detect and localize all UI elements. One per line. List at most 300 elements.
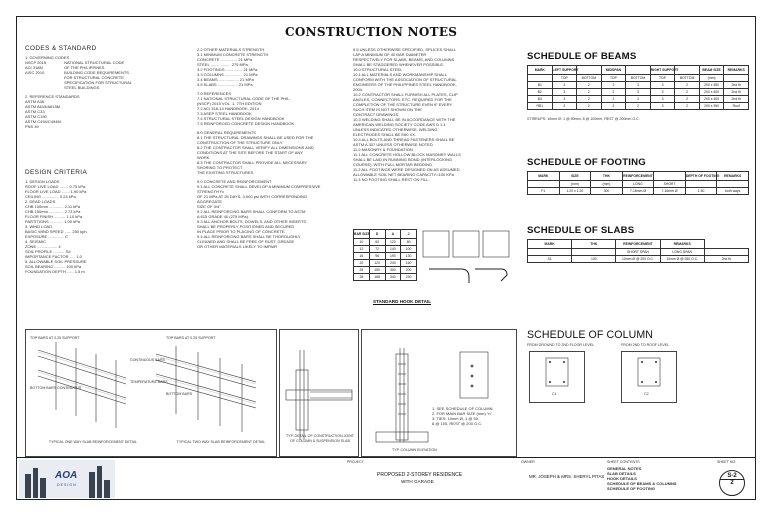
note-line: 7.5 REINFORCED CONCRETE DESIGN HANDBOOK bbox=[197, 121, 295, 126]
note-line: 10.1 ALL MATERIALS AND WORKMANSHIP SHALL bbox=[353, 72, 447, 77]
table-cell: 72 bbox=[369, 246, 385, 253]
title-block bbox=[17, 457, 755, 500]
table-cell: 2 bbox=[675, 82, 700, 89]
sheet-number-top: S-2 bbox=[727, 473, 737, 479]
table-cell: D bbox=[369, 230, 385, 239]
code-desc: STEEL BUILDINGS bbox=[64, 85, 100, 90]
note-line: THE EXISTING STRUCTURES. bbox=[197, 170, 255, 175]
steel-masonry-notes bbox=[353, 47, 518, 182]
table-cell bbox=[654, 172, 686, 181]
table-cell: 120 bbox=[385, 239, 401, 246]
note-line: LAP A MINIMUM OF 40 BAR DIAMETER bbox=[353, 52, 427, 57]
table-cell: 3 bbox=[650, 96, 675, 103]
drawing-sheet bbox=[16, 16, 756, 500]
logo-subtext: DESIGN bbox=[57, 483, 77, 487]
note-line: 8.3 THE CONTRACTOR SHALL PROVIDE ALL NECESSARY bbox=[197, 160, 308, 165]
table-cell: 2 bbox=[577, 82, 602, 89]
note-line: SHALL BE PROPERLY POSITIONED AND SECURED bbox=[197, 224, 295, 229]
note-line: 3.3 COLUMNS ................ 21 MPa bbox=[197, 72, 258, 77]
table-cell: 120 bbox=[369, 260, 385, 267]
column-note: 1. SEE SCHEDULE OF COLUMN bbox=[432, 406, 493, 411]
table-cell: 2 bbox=[675, 89, 700, 96]
note-line: AGGREGATE bbox=[197, 199, 223, 204]
owner-label: OWNER bbox=[521, 460, 535, 464]
note-line: ASTM A 307 UNLESS OTHERWISE NOTED. bbox=[353, 142, 434, 147]
table-cell: BOTTOM bbox=[626, 75, 651, 82]
table-cell: RB1 bbox=[528, 103, 553, 110]
table-cell: 60 bbox=[369, 239, 385, 246]
table-cell: 2 bbox=[601, 103, 626, 110]
table-cell: 160 bbox=[401, 260, 417, 267]
table-cell: REMARKS bbox=[724, 66, 749, 75]
code-item: AISC 2010 bbox=[25, 70, 45, 75]
note-line: 9.3 ALL ANCHOR BOLTS, DOWELS, AND OTHER INSERTS bbox=[197, 219, 307, 224]
design-criteria-line: BASIC WIND SPEED ...... 250 kph bbox=[25, 229, 87, 234]
materials-block bbox=[197, 47, 347, 249]
table-cell: MARK bbox=[528, 172, 560, 181]
slab-label: TOP BARS AT 0.25 SUPPORT bbox=[166, 336, 216, 340]
table-cell: TOP bbox=[601, 75, 626, 82]
table-row bbox=[354, 246, 417, 253]
note-line: STRENGTH f'c bbox=[197, 189, 224, 194]
standard-item: ASTM C494/C494M bbox=[25, 119, 61, 124]
note-line: 3.4 BEAMS .................. 21 MPa bbox=[197, 77, 254, 82]
table-cell: RIGHT SUPPORT bbox=[650, 66, 675, 75]
table-cell bbox=[528, 181, 560, 188]
table-subheader-row bbox=[528, 75, 749, 82]
design-criteria-line: CHB 150mm ............. 2.73 kPa bbox=[25, 209, 81, 214]
column-mark: C1 bbox=[552, 392, 557, 396]
note-line: SHALL BE STAGGERED WHENEVER POSSIBLE. bbox=[353, 62, 445, 67]
table-cell: 200 x 350 bbox=[699, 82, 724, 89]
table-cell: Roof bbox=[724, 103, 749, 110]
note-line: STEEL .................. 275 MPa bbox=[197, 62, 248, 67]
note-line: AMERICAN WELDING SOCIETY CODE AWS D 1.1 bbox=[353, 122, 446, 127]
note-line: 3.2 FOOTINGS ............... 21 MPa bbox=[197, 67, 258, 72]
note-line: 7.2 ACI 318-14 HANDBOOK, 2014 bbox=[197, 106, 259, 111]
design-criteria-line: ROOF LIVE LOAD ........ 0.75 kPa bbox=[25, 184, 86, 189]
design-criteria-line: CHB 100mm ............. 2.11 kPa bbox=[25, 204, 81, 209]
table-cell: THK bbox=[572, 240, 616, 249]
table-row bbox=[528, 188, 749, 195]
table-cell: 200 x 400 bbox=[699, 89, 724, 96]
note-line: SHALL BE LAID IN RUNNING BOND (INTERLOCKING bbox=[353, 157, 452, 162]
table-cell bbox=[626, 66, 651, 75]
table-cell: 2 bbox=[577, 89, 602, 96]
table-cell: 2 bbox=[601, 82, 626, 89]
note-line: ALLOWABLE SOIL NET BEARING CAPACITY=100 KPa bbox=[353, 172, 454, 177]
table-cell: BEAM SIZE bbox=[699, 66, 724, 75]
note-line: 9.5 UNLESS OTHERWISE SPECIFIED, SPLICES SHALL bbox=[353, 47, 457, 52]
design-criteria-line: 1. DESIGN LOADS bbox=[25, 179, 60, 184]
column-section-c2 bbox=[621, 351, 677, 403]
table-cell: REINFORCEMENT bbox=[622, 172, 654, 181]
table-cell bbox=[572, 249, 616, 256]
table-cell: 1.50 bbox=[685, 188, 717, 195]
section-heading: 7.0 REFERENCES bbox=[197, 91, 232, 96]
slabs-title: SCHEDULE OF SLABS bbox=[527, 225, 635, 236]
column-from-ground: FROM GROUND TO 2ND FLOOR LEVEL bbox=[527, 343, 595, 347]
footing-schedule-table bbox=[527, 171, 749, 195]
table-cell: 80 bbox=[401, 239, 417, 246]
table-subheader-row bbox=[528, 249, 749, 256]
table-cell: REINFORCEMENT bbox=[616, 240, 660, 249]
design-criteria-line: SOIL PROFILE .......... Sd bbox=[25, 249, 71, 254]
table-row bbox=[528, 89, 749, 96]
table-cell bbox=[717, 181, 749, 188]
project-subname: WITH GARAGE bbox=[401, 479, 434, 484]
table-cell: 3 bbox=[650, 89, 675, 96]
table-cell: LONG bbox=[622, 181, 654, 188]
slab-label: TOP BARS AT 0.25 SUPPORT bbox=[30, 336, 80, 340]
table-cell: 7-16mm Ø bbox=[622, 188, 654, 195]
standard-item: ASTM A36 bbox=[25, 99, 45, 104]
note-line: 10.0 STRUCTURAL STEEL bbox=[353, 67, 403, 72]
table-cell: 10mm Ø @ 250 O.C. bbox=[660, 256, 704, 263]
design-criteria-line: IMPORTANCE FACTOR ..... 1.0 bbox=[25, 254, 82, 259]
note-line: 9.1 ALL CONCRETE SHALL DEVELOP A MINIMUM COMPRESSIVE bbox=[197, 184, 321, 189]
table-cell: 2 bbox=[577, 103, 602, 110]
two-way-slab-title: TYPICAL TWO WAY SLAB REINFORCEMENT DETAIL bbox=[176, 440, 266, 444]
note-line: 11.3 NO FOOTING SHALL REST ON FILL. bbox=[353, 177, 430, 182]
design-criteria-line: 3. WIND LOAD bbox=[25, 224, 53, 229]
note-line: CONDITIONS AT THE SITE BEFORE THE START OF ANY bbox=[197, 150, 303, 155]
table-cell: DEPTH OF FOOTING bbox=[685, 172, 717, 181]
code-item: NSCP 2015 bbox=[25, 60, 47, 65]
table-header-row bbox=[528, 240, 749, 249]
design-criteria-line: SOIL BEARING .......... 100 kPa bbox=[25, 264, 82, 269]
table-row bbox=[528, 103, 749, 110]
column-note: 8 @ 100, REST @ 200 O.C. bbox=[432, 421, 483, 426]
table-cell: (mm) bbox=[699, 75, 724, 82]
note-line: A 615 GRADE 40 (275 MPa). bbox=[197, 214, 250, 219]
note-line: 2004. bbox=[353, 87, 364, 92]
code-desc: OF THE PHILIPPINES bbox=[64, 65, 105, 70]
footing-title: SCHEDULE OF FOOTING bbox=[527, 157, 646, 168]
table-cell: BOTTOM bbox=[675, 75, 700, 82]
table-cell: 200 x 350 bbox=[699, 103, 724, 110]
column-section-c1 bbox=[529, 351, 585, 403]
standard-item: PNS 49 bbox=[25, 124, 39, 129]
table-cell: (mm) bbox=[559, 181, 591, 188]
table-cell: (mm) bbox=[591, 181, 623, 188]
note-line: RESPECTIVELY FOR SLABS, BEAMS, AND COLUMNS. bbox=[353, 57, 456, 62]
table-cell: 3 bbox=[626, 96, 651, 103]
design-criteria-line: CEILING ............... 0.24 kPa bbox=[25, 194, 76, 199]
sheet-no-label: SHEET NO. bbox=[717, 460, 737, 464]
beams-title: SCHEDULE OF BEAMS bbox=[527, 51, 637, 62]
slabs-schedule-table bbox=[527, 239, 749, 263]
table-cell: 150 bbox=[369, 267, 385, 274]
table-cell: 12 bbox=[354, 246, 370, 253]
table-cell: 25 bbox=[354, 267, 370, 274]
design-criteria-line: 5. ALLOWABLE SOIL PRESSURE bbox=[25, 259, 87, 264]
note-line: COMPLETION OF THE STRUCTURE EVEN IF EVERY bbox=[353, 102, 453, 107]
note-line: SUCH ITEM IS NOT SHOWN ON THE bbox=[353, 107, 422, 112]
design-criteria-line: PARTITIONS ............ 1.00 kPa bbox=[25, 219, 80, 224]
design-criteria-line: EXPOSURE .............. C bbox=[25, 234, 68, 239]
table-cell: 240 bbox=[385, 260, 401, 267]
table-cell: SHORT bbox=[654, 181, 686, 188]
table-row bbox=[354, 239, 417, 246]
note-line: 9.2 ALL REINFORCING BARS SHALL CONFORM TO ASTM bbox=[197, 209, 306, 214]
table-cell: REMARKS bbox=[717, 172, 749, 181]
design-criteria-line: ZONE .................. 4 bbox=[25, 244, 61, 249]
column-elevation-title: TYP. COLUMN ELEVATION bbox=[392, 448, 437, 452]
table-cell: 100 bbox=[572, 256, 616, 263]
table-cell: 3 bbox=[552, 103, 577, 110]
table-cell: 3 bbox=[626, 89, 651, 96]
note-line: UNLESS INDICATED OTHERWISE. WELDING bbox=[353, 127, 438, 132]
table-row bbox=[528, 96, 749, 103]
standard-item: ASTM C33 bbox=[25, 109, 45, 114]
note-line: 11.0 MASONRY & FOUNDATION bbox=[353, 147, 413, 152]
note-line: 9.4 ALL REINFORCING BARS SHALL BE THOROUGHLY bbox=[197, 234, 301, 239]
table-cell: 190 bbox=[385, 253, 401, 260]
note-line: CONCRETE ............... 21 MPa bbox=[197, 57, 253, 62]
table-row bbox=[528, 256, 749, 263]
note-line: 10.2 CONTRACTOR SHALL FURNISH ALL PLATES, CLIP bbox=[353, 92, 458, 97]
column-note: 2. FOR MAIN BAR SIZE (mm) "n" bbox=[432, 411, 492, 416]
note-line: 7.3 ASEP STEEL HANDBOOK bbox=[197, 111, 252, 116]
note-line: WORK. bbox=[197, 155, 211, 160]
table-cell: 3 bbox=[552, 89, 577, 96]
note-line: 11.1 ALL CONCRETE HOLLOW BLOCK MASONRY WALLS bbox=[353, 152, 461, 157]
table-row bbox=[354, 274, 417, 281]
note-line: 7.1 NATIONAL STRUCTURAL CODE OF THE PHIL. bbox=[197, 96, 291, 101]
table-cell: 3 bbox=[650, 103, 675, 110]
project-label: PROJECT bbox=[347, 460, 364, 464]
one-way-slab-title: TYPICAL ONE WAY SLAB REINFORCEMENT DETAIL bbox=[48, 440, 138, 444]
note-line: ELECTRODES SHALL BE E60 XX. bbox=[353, 132, 416, 137]
table-cell bbox=[528, 75, 553, 82]
table-cell: 3 bbox=[552, 82, 577, 89]
column-notes bbox=[432, 406, 516, 426]
note-line: OF 21 MPa AT 28 DAYS, 3,000 psi WITH CORRESPONDING bbox=[197, 194, 308, 199]
table-cell: BAR SIZE bbox=[354, 230, 370, 239]
beams-note: STIRRUPS: 10mm Ø: 1 @ 50mm, 8 @ 100mm, REST @ 200mm O.C. bbox=[527, 117, 640, 121]
table-cell: 2 bbox=[675, 96, 700, 103]
note-line: 8.1 THE STRUCTURAL DRAWINGS SHALL BE USED FOR THE bbox=[197, 135, 314, 140]
note-line: OR OTHER MATERIALS LIKELY TO IMPAIR bbox=[197, 244, 278, 249]
table-cell: 2 bbox=[626, 103, 651, 110]
note-line: CONFORM WITH THE ASSOCIATION OF STRUCTURAL bbox=[353, 77, 457, 82]
code-desc: BUILDING CODE REQUIREMENTS bbox=[64, 70, 129, 75]
code-desc: FOR STRUCTURAL CONCRETE bbox=[64, 75, 124, 80]
slab-label: BOTTOM BARS bbox=[166, 392, 193, 396]
table-cell: 130 bbox=[401, 253, 417, 260]
column-mark: C2 bbox=[644, 392, 649, 396]
column-joint-frame bbox=[279, 329, 359, 457]
table-cell: both ways bbox=[717, 188, 749, 195]
table-header-row bbox=[528, 172, 749, 181]
table-cell: 300 bbox=[385, 267, 401, 274]
note-line: SIZE OF 3/4". bbox=[197, 204, 222, 209]
sheet-title: CONSTRUCTION NOTES bbox=[285, 25, 458, 39]
design-criteria-line: 4. SEISMIC bbox=[25, 239, 46, 244]
note-line: ANGLES, CONNECTORS, ETC. REQUIRED FOR THE bbox=[353, 97, 452, 102]
table-cell: 7-16mm Ø bbox=[654, 188, 686, 195]
slab-reinforcement-drawing bbox=[26, 330, 278, 458]
table-cell: TOP bbox=[650, 75, 675, 82]
codes-subheading: 1. GOVERNING CODES bbox=[25, 55, 70, 60]
table-cell: 2nd flr bbox=[704, 256, 748, 263]
project-name: PROPOSED 2-STOREY RESIDENCE bbox=[377, 472, 463, 478]
table-row bbox=[354, 260, 417, 267]
table-cell: 10 bbox=[354, 239, 370, 246]
table-cell: 2 bbox=[577, 96, 602, 103]
table-cell: 10mm Ø @ 200 O.C. bbox=[616, 256, 660, 263]
codes-block bbox=[25, 55, 185, 129]
table-cell: BOTTOM bbox=[577, 75, 602, 82]
design-criteria-line: 2. DEAD LOADS bbox=[25, 199, 56, 204]
codes-subheading: 2. REFERENCE STANDARDS bbox=[25, 94, 80, 99]
code-desc: NATIONAL STRUCTURAL CODE bbox=[64, 60, 125, 65]
table-cell: 1.20 x 1.20 bbox=[559, 188, 591, 195]
code-item: ACI 318M bbox=[25, 65, 43, 70]
table-cell: B2 bbox=[528, 89, 553, 96]
table-cell: 3 bbox=[552, 96, 577, 103]
sheet-contents bbox=[607, 466, 677, 491]
table-subheader-row bbox=[528, 181, 749, 188]
table-cell: 200 bbox=[401, 267, 417, 274]
sheet-content-item: SCHEDULE OF FOOTING bbox=[607, 486, 655, 491]
column-from-second: FROM 2ND TO ROOF LEVEL bbox=[621, 343, 670, 347]
hook-detail-drawing bbox=[421, 229, 513, 295]
column-elevation-frame bbox=[361, 329, 517, 457]
design-criteria-list bbox=[25, 179, 185, 274]
table-cell: 3 bbox=[650, 82, 675, 89]
note-line: COURSE), WITH FULL MORTAR BEDDING. bbox=[353, 162, 434, 167]
table-cell: SIZE bbox=[559, 172, 591, 181]
note-line: 3.5 SLABS .................. 21 MPa bbox=[197, 82, 253, 87]
design-criteria-line: FLOOR LIVE LOAD ....... 1.90 kPa bbox=[25, 189, 87, 194]
table-cell: MARK bbox=[528, 240, 572, 249]
table-cell: 16 bbox=[354, 253, 370, 260]
slab-label: BOTTOM BARS CONTINUOUS bbox=[30, 386, 82, 390]
table-cell: REMARKS bbox=[660, 240, 704, 249]
note-line: 7.4 STRUCTURAL STEEL DESIGN HANDBOOK bbox=[197, 116, 285, 121]
sheet-number-bottom: 2 bbox=[720, 479, 744, 486]
table-cell: 300 bbox=[591, 188, 623, 195]
note-line: 11.2 ALL FOOTINGS WERE DESIGNED ON AS ASSUMED bbox=[353, 167, 460, 172]
note-line: (NSCP) 2015 VOL. 1, 7TH EDITION bbox=[197, 101, 262, 106]
table-cell: 2nd flr bbox=[724, 82, 749, 89]
note-line: ENGINEERS OF THE PHILIPPINES STEEL HANDBOOK, bbox=[353, 82, 457, 87]
table-cell bbox=[724, 75, 749, 82]
table-cell: SHORT SPAN bbox=[616, 249, 660, 256]
table-cell: 200 x 400 bbox=[699, 96, 724, 103]
table-cell: 140 bbox=[385, 246, 401, 253]
table-cell: LEFT SUPPORT bbox=[552, 66, 577, 75]
column-note: 3. TIES: 10mm Ø, 1 @ 50, bbox=[432, 416, 480, 421]
table-header-row bbox=[528, 66, 749, 75]
section-heading: 8.0 GENERAL REQUIREMENTS bbox=[197, 130, 256, 135]
table-cell: 2 bbox=[601, 89, 626, 96]
table-cell: A bbox=[385, 230, 401, 239]
table-cell: 2 bbox=[601, 96, 626, 103]
sheet-content-item: SCHEDULE OF BEAMS & COLUMNS bbox=[607, 481, 677, 486]
table-row bbox=[354, 253, 417, 260]
note-line: IN PLACE PRIOR TO PLACING OF CONCRETE. bbox=[197, 229, 286, 234]
table-cell: MIDSPAN bbox=[601, 66, 626, 75]
slab-label: CONTINUOUS BARS bbox=[130, 358, 165, 362]
slab-label: TEMPERATURE BARS bbox=[130, 380, 168, 384]
note-line: 10.3 WELDING SHALL BE IN ACCORDANCE WITH THE bbox=[353, 117, 456, 122]
design-criteria-line: FLOOR FINISH .......... 1.10 kPa bbox=[25, 214, 83, 219]
table-cell: MARK bbox=[528, 66, 553, 75]
table-cell: B1 bbox=[528, 82, 553, 89]
column-joint-title: TYP. DETAIL OF CONSTRUCTION JOINT OF COLUMN & SUSPENSION SLAB bbox=[285, 434, 355, 443]
sheet-content-item: GENERAL NOTES bbox=[607, 466, 642, 471]
beams-schedule-table bbox=[527, 65, 749, 110]
logo-text: AOA bbox=[55, 470, 78, 481]
table-cell: S1 bbox=[528, 256, 572, 263]
note-line: CLEANED AND SHALL BE FREE OF RUST, GREASE bbox=[197, 239, 295, 244]
sheet-content-item: HOOK DETAILS bbox=[607, 476, 637, 481]
table-row bbox=[528, 82, 749, 89]
table-cell: 230 bbox=[401, 274, 417, 281]
section-heading: 9.0 CONCRETE AND REINFORCEMENT bbox=[197, 179, 272, 184]
table-cell bbox=[528, 249, 572, 256]
note-line: 10.4 ALL BOLTS AND THREAD FASTENERS SHALL BE bbox=[353, 137, 455, 142]
table-cell: 2nd flr bbox=[724, 89, 749, 96]
table-cell: 168 bbox=[369, 274, 385, 281]
standard-item: ASTM A615/A615M bbox=[25, 104, 61, 109]
design-criteria-line: FOUNDATION DEPTH ...... 1.5 m bbox=[25, 269, 85, 274]
code-desc: SPECIFICATION FOR STRUCTURAL bbox=[64, 80, 132, 85]
table-cell: 100 bbox=[401, 246, 417, 253]
sheet-contents-label: SHEET CONTENTS bbox=[607, 460, 640, 464]
table-cell: THK bbox=[591, 172, 623, 181]
note-line: 8.2 THE CONTRACTOR SHALL VERIFY ALL DIMENSIONS AND bbox=[197, 145, 314, 150]
table-cell: 2 bbox=[675, 103, 700, 110]
slab-details-frame bbox=[25, 329, 277, 457]
table-cell: 3 bbox=[626, 82, 651, 89]
sheet-number-badge bbox=[719, 470, 745, 496]
table-cell: 28 bbox=[354, 274, 370, 281]
table-cell: F1 bbox=[528, 188, 560, 195]
owner-name: MR. JOSEPH & MRS. SHERYL PITAS bbox=[529, 474, 605, 479]
table-cell: TOP bbox=[552, 75, 577, 82]
standard-item: ASTM C150 bbox=[25, 114, 47, 119]
note-line: 3.1 MINIMUM CONCRETE STRENGTH bbox=[197, 52, 269, 57]
sheet-content-item: SLAB DETAILS bbox=[607, 471, 636, 476]
design-heading: DESIGN CRITERIA bbox=[25, 169, 88, 176]
table-cell: LONG SPAN bbox=[660, 249, 704, 256]
codes-heading: CODES & STANDARD bbox=[25, 45, 97, 52]
table-cell: J bbox=[401, 230, 417, 239]
table-cell: B3 bbox=[528, 96, 553, 103]
table-cell: 2nd flr bbox=[724, 96, 749, 103]
table-cell: 340 bbox=[385, 274, 401, 281]
table-cell bbox=[704, 249, 748, 256]
table-row bbox=[354, 267, 417, 274]
table-cell bbox=[577, 66, 602, 75]
hook-detail-title: STANDARD HOOK DETAIL bbox=[373, 299, 432, 304]
section-heading: 2.2 OTHER MATERIALS STRENGTH bbox=[197, 47, 265, 52]
table-cell: 20 bbox=[354, 260, 370, 267]
column-elevation-drawing bbox=[362, 330, 518, 458]
note-line: SHORING TO PROTECT bbox=[197, 165, 243, 170]
note-line: CONTRACT DRAWINGS. bbox=[353, 112, 400, 117]
table-cell bbox=[685, 181, 717, 188]
firm-logo bbox=[19, 460, 115, 498]
table-header-row bbox=[354, 230, 417, 239]
note-line: CONSTRUCTION OF THE STRUCTURE ONLY. bbox=[197, 140, 284, 145]
hook-dimension-table bbox=[353, 229, 417, 281]
table-cell: 96 bbox=[369, 253, 385, 260]
